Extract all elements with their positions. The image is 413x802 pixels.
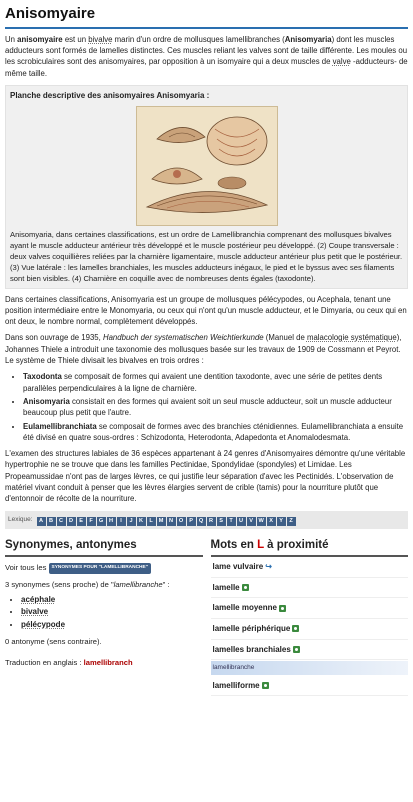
text: " : [162,579,170,589]
lexique-letter-w[interactable]: W [258,517,264,524]
order-name: Eulamellibranchiata [23,421,97,431]
plate-title: Planche descriptive des anisomyaires Anisomyaria : [10,90,210,100]
nearby-item[interactable] [211,676,409,697]
text: -adducteurs- de même taille. [5,57,408,78]
bottom-columns [5,537,408,697]
order-text: se composait de formes avec des branchies cténidiennes. Eulamellibranchiata a ensuite été divisé en quatre sous-ordres : Schizodonta, Heterodonta, Adapedonta et Anomalodesmata. [23,421,404,442]
lexique-label: Lexique: [8,515,33,523]
lexique-letter-m[interactable]: M [157,517,166,526]
camera-icon [292,625,299,632]
synonyms-title: Synonymes, antonymes [5,537,203,558]
link-bivalve[interactable]: bivalve [88,34,113,44]
lexique-letter-b[interactable]: B [47,517,56,526]
lexique-letter-j[interactable]: J [127,517,136,526]
nearby-item[interactable] [211,598,409,619]
nearby-word[interactable]: lamelles branchiales [212,644,291,654]
lexique-letter-o[interactable]: O [177,517,186,526]
synonyms-line [5,562,203,573]
nearby-word[interactable]: lamelle moyenne [212,603,277,613]
list-item [23,396,408,419]
text: marin d'un ordre de mollusques lamellibranches ( [112,34,285,44]
nearby-item[interactable] [211,619,409,640]
camera-icon [262,682,269,689]
text: à proximité [263,538,329,551]
lexique-letter-l[interactable]: L [147,517,156,526]
lexique-letter-p[interactable]: P [187,517,196,526]
text: Traduction en anglais : [5,657,84,667]
nearby-word[interactable]: lamelle périphérique [212,624,291,634]
intro-paragraph [5,34,408,79]
nearby-title [211,537,409,558]
book-title: Handbuch der systematischen Weichtierkunde [102,333,264,343]
list-item [23,421,408,444]
plate-drawing [137,107,277,225]
plate-illustration[interactable] [136,106,278,226]
plate-caption: Anisomyaria, dans certaines classifications, est un ordre de Lamellibranchia comprenant des mollusques bivalves ayant le muscle adducteur antérieur très développé et le muscle postérieur peu développé. (2) Coupe transversale : deux valves coquillières reliées par la charnière ligamentaire, muscle adducteur antérieur plus petit que le postérieur. (3) Vue latérale : les lamelles branchiales, les muscles adducteurs inégaux, le pied et le byssus avec ses filaments sont bien visibles. (4) Charnière en coquille avec de nombreuses dents égales (taxodonte). [10,229,403,283]
lexique-letter-a[interactable]: A [37,517,46,526]
list-item [23,371,408,394]
translation-word: lamellibranch [83,657,133,667]
order-name: Anisomyaria [23,396,70,406]
link-valve[interactable]: valve [332,57,351,67]
camera-icon [242,584,249,591]
lexique-letter-h[interactable]: H [107,517,116,526]
nearby-selected: lamellibranche [211,661,409,674]
orders-list [5,371,408,443]
text: Dans son ouvrage de 1935, [5,333,103,343]
plate-box [5,85,408,289]
text: Un [5,34,18,44]
nearby-word[interactable]: lamelle [212,582,240,592]
order-text: se composait de formes qui avaient une dentition taxodonte, avec une série de petites dents parallèles perpendiculaires à la ligne de charnière. [23,372,383,393]
nearby-item[interactable] [211,557,409,578]
synonyms-section [5,537,203,697]
redirect-arrow-icon: ↪ [265,562,272,572]
synonym-item[interactable] [21,619,203,631]
lexique-bar [5,511,408,529]
text: 3 synonymes (sens proche) de " [5,579,114,589]
nearby-item[interactable] [211,578,409,599]
lexique-letter-d[interactable]: D [67,517,76,526]
lexique-letter-y[interactable]: Y [277,517,286,526]
text: Mots en [210,538,258,551]
synonym-item[interactable] [21,594,203,606]
lexique-letter-v[interactable]: V [247,517,256,526]
lexique-letter-q[interactable]: Q [197,517,206,526]
synonyms-button[interactable]: SYNONYMES POUR "LAMELLIBRANCHE" [49,563,152,574]
lexique-letter-z[interactable]: Z [287,517,296,526]
lexique-letter-n[interactable]: N [167,517,176,526]
nearby-word[interactable]: lame vulvaire [212,562,264,572]
text: est un [62,34,89,44]
synonym-link[interactable]: acéphale [21,594,56,604]
page-title: Anisomyaire [5,0,408,29]
translation-line [5,657,203,668]
synonym-link[interactable]: bivalve [21,607,49,617]
lexique-letter-i[interactable]: I [117,517,126,526]
antonyms-line: 0 antonyme (sens contraire). [5,636,102,646]
nearby-word[interactable]: lamelliforme [212,680,260,690]
text: (Manuel de [263,333,307,343]
lexique-letter-g[interactable]: G [97,517,106,526]
camera-icon [279,605,286,612]
lexique-letter-u[interactable]: U [237,517,246,526]
link-malacologie[interactable]: malacologie systématique [306,333,397,343]
word: lamellibranche [113,579,163,589]
paragraph-classification: Dans certaines classifications, Anisomyaria est un groupe de mollusques pélécypodes, ou Acephala, tenant une position intermédiaire entre le Monomyaria, ou ceux qui n'ont qu'un muscle adducteur, et le Dimyaria, ou ceux qui en ont deux, le nombre normal, complètement développés. [5,294,407,327]
nearby-item[interactable] [211,640,409,661]
text: Voir tous les [5,563,47,573]
lexique-letter-c[interactable]: C [57,517,66,526]
lexique-letter-t[interactable]: T [227,517,236,526]
term-bold: Anisomyaria [284,34,332,44]
camera-icon [293,646,300,653]
nearby-section [211,537,409,697]
lexique-letter-x[interactable]: X [267,517,276,526]
lexique-letters [37,514,297,526]
synonyms-list [5,594,203,631]
paragraph-thiele [5,332,408,366]
lexique-letter-r[interactable]: R [207,517,216,526]
order-name: Taxodonta [23,372,62,382]
lexique-letter-s[interactable]: S [217,517,226,526]
paragraph-labial: L'examen des structures labiales de 36 espèces appartenant à 24 genres d'Anisomyaires démontre qu'une véritable hypertrophie ne se trouve que dans les familles Pectinidae, Spondylidae (spondyles) et Limidae. Les Propeamussidae n'ont pas de larges lèvres, ce qui justifie leur séparation d'avec les Pectinidés. L'observation de matériel vivant conduit à penser que les lèvres élargies servent de crible (tamis) pour la nourriture plutôt que d'entonnoir de récolte de la nourriture. [5,449,406,504]
text: ), Johannes Thiele a introduit une taxonomie des mollusques basée sur les travaux de 1909 de Cossmann et Peyrot. Le système de Thiele divisait les bivalves en trois ordres : [5,333,402,366]
lexique-letter-k[interactable]: K [137,517,146,526]
synonym-item[interactable] [21,606,203,618]
term-bold: anisomyaire [17,34,63,44]
lexique-letter-e[interactable]: E [77,517,86,526]
synonyms-count [5,579,203,590]
title-letter: L [257,538,264,551]
text: ) dont les muscles adducteurs sont formés de lamelles distinctes. Ces muscles reliant les valves sont de taille différente. Les moules ou les scrobiculaires sont des anisomyaires, par opposition à un isomyaire qui a deux muscles de [5,34,408,67]
lexique-letter-f[interactable]: F [87,517,96,526]
order-text: consistait en des formes qui avaient soit un seul muscle adducteur, soit un muscle adducteur beaucoup plus petit que l'autre. [23,396,392,418]
synonym-link[interactable]: pélécypode [21,619,66,629]
